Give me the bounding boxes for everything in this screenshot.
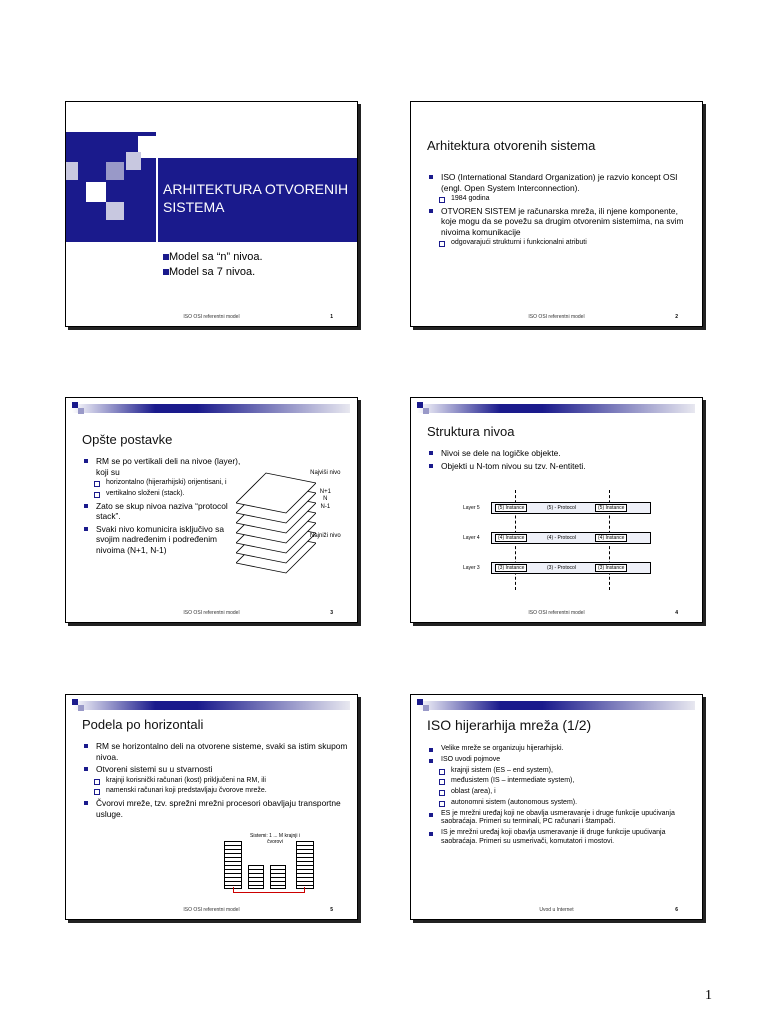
slide-title: Arhitektura otvorenih sistema	[427, 138, 596, 153]
layer-stack-diagram	[236, 468, 316, 578]
sub-bullet-2: međusistem (IS – intermediate system),	[429, 777, 699, 786]
bullet-2: OTVOREN SISTEM je računarska mreža, ili njene komponente, koje mogu da se povežu sa drugim otvorenim sistemima, na svim nivoima komunikacije	[429, 206, 694, 238]
title-bar	[72, 404, 350, 413]
sub-bullet-1: 1984 godina	[429, 195, 694, 204]
slide-title: Struktura nivoa	[427, 424, 515, 439]
layer-row-4: Layer 4 (4) Instance (4) - Protocol (4) Instance	[459, 532, 659, 544]
slide-number: 6	[675, 907, 678, 913]
bullet-1: ISO (International Standard Organization) je razvio koncept OSI (engl. Open System Interconnection).	[429, 172, 694, 193]
label-nm1: N-1	[320, 503, 331, 510]
layer-row-5: Layer 5 (5) Instance (5) - Protocol (5) Instance	[459, 502, 659, 514]
slide-6	[410, 694, 703, 920]
slide-4	[410, 397, 703, 623]
layer-label: Layer 3	[463, 565, 480, 571]
slide-footer: ISO OSI referentni model	[183, 907, 240, 913]
sub-bullet-1: horizontalno (hijerarhijski) orijentisani, i	[84, 479, 244, 488]
title-bar	[417, 404, 695, 413]
slide-2	[410, 101, 703, 327]
systems-diagram	[224, 841, 324, 891]
bullet-2: Otvoreni sistemi su u stvarnosti	[84, 764, 349, 775]
bullet-1: RM se po vertikali deli na nivoe (layer), koji su	[84, 456, 244, 477]
sub-bullet-1: krajnji korisnički računari (kost) priključeni na RM, ili	[84, 777, 349, 786]
sub-bullet-2: namenski računari koji predstavljaju čvorove mreže.	[84, 787, 349, 796]
sub-bullet-4: autonomni sistem (autonomous system).	[429, 799, 699, 808]
slide-footer: ISO OSI referentni model	[183, 314, 240, 320]
bullet-2: ISO uvodi pojmove	[429, 756, 699, 765]
slide-title: Podela po horizontali	[82, 717, 204, 732]
label-n: N	[323, 496, 328, 503]
slide-footer: ISO OSI referentni model	[528, 314, 585, 320]
slide-number: 5	[330, 907, 333, 913]
slide-title: Opšte postavke	[82, 432, 173, 447]
page-number: 1	[705, 988, 712, 1003]
slide-number: 1	[330, 314, 333, 320]
title-bar	[417, 701, 695, 710]
bullet-1: Nivoi se dele na logičke objekte.	[429, 448, 689, 459]
slide-5	[65, 694, 358, 920]
bullet-2: Objekti u N-tom nivou su tzv. N-entiteti.	[429, 461, 689, 472]
bullet-3: Svaki nivo komunicira isključivo sa svojim nadređenim i podređenim nivoima (N+1, N-1)	[84, 524, 244, 556]
bullet-1: RM se horizontalno deli na otvorene sisteme, svaki sa istim skupom nivoa.	[84, 741, 349, 762]
slide-footer: ISO OSI referentni model	[183, 610, 240, 616]
layer-row-3: Layer 3 (3) Instance (3) - Protocol (3) Instance	[459, 562, 659, 574]
layer-diagram	[459, 490, 659, 590]
slide-number: 3	[330, 610, 333, 616]
bullet-1: Velike mreže se organizuju hijerarhijski.	[429, 745, 699, 754]
sub-bullet-2: vertikalno složeni (stack).	[84, 490, 244, 499]
bullet-2: Zato se skup nivoa naziva “protocol stack”.	[84, 501, 244, 522]
bullet-1: Model sa “n” nivoa.	[163, 250, 263, 265]
sub-bullet-1: krajnji sistem (ES – end system),	[429, 767, 699, 776]
slide-3	[65, 397, 358, 623]
title-bar	[72, 701, 350, 710]
slide-title: ARHITEKTURA OTVORENIH SISTEMA	[163, 181, 349, 216]
label-n1: N+1	[319, 489, 331, 496]
layer-label: Layer 5	[463, 505, 480, 511]
diagram-label: Sistemi: 1 ... M krajnji i čvorovi	[250, 833, 301, 845]
slide-footer: ISO OSI referentni model	[528, 610, 585, 616]
sub-bullet-3: oblast (area), i	[429, 788, 699, 797]
sub-bullet-2: odgovarajući strukturni i funkcionalni atributi	[429, 239, 694, 248]
bullet-3: ES je mrežni uređaj koji ne obavlja usmeravanje i druge funkcije upućivanja saobraćaja. Primeri su terminali, PC računari i štampači.	[429, 810, 699, 828]
slide-footer: Uvod u Internet	[539, 907, 574, 913]
label-top: Najviši nivo	[310, 470, 341, 476]
bullet-4: IS je mrežni uređaj koji obavlja usmeravanje ili druge funkcije upućivanja saobraćaja. Primeri su usmerivači, komutatori i mostovi.	[429, 829, 699, 847]
layer-label: Layer 4	[463, 535, 480, 541]
bullet-3: Čvorovi mreže, tzv. sprežni mrežni procesori obavljaju transportne usluge.	[84, 798, 349, 819]
bullet-2: Model sa 7 nivoa.	[163, 265, 263, 280]
slide-number: 4	[675, 610, 678, 616]
slide-1	[65, 101, 358, 327]
label-bottom: Najniži nivo	[310, 532, 341, 539]
slide-title: ISO hijerarhija mreža (1/2)	[427, 717, 592, 733]
slide-number: 2	[675, 314, 678, 320]
